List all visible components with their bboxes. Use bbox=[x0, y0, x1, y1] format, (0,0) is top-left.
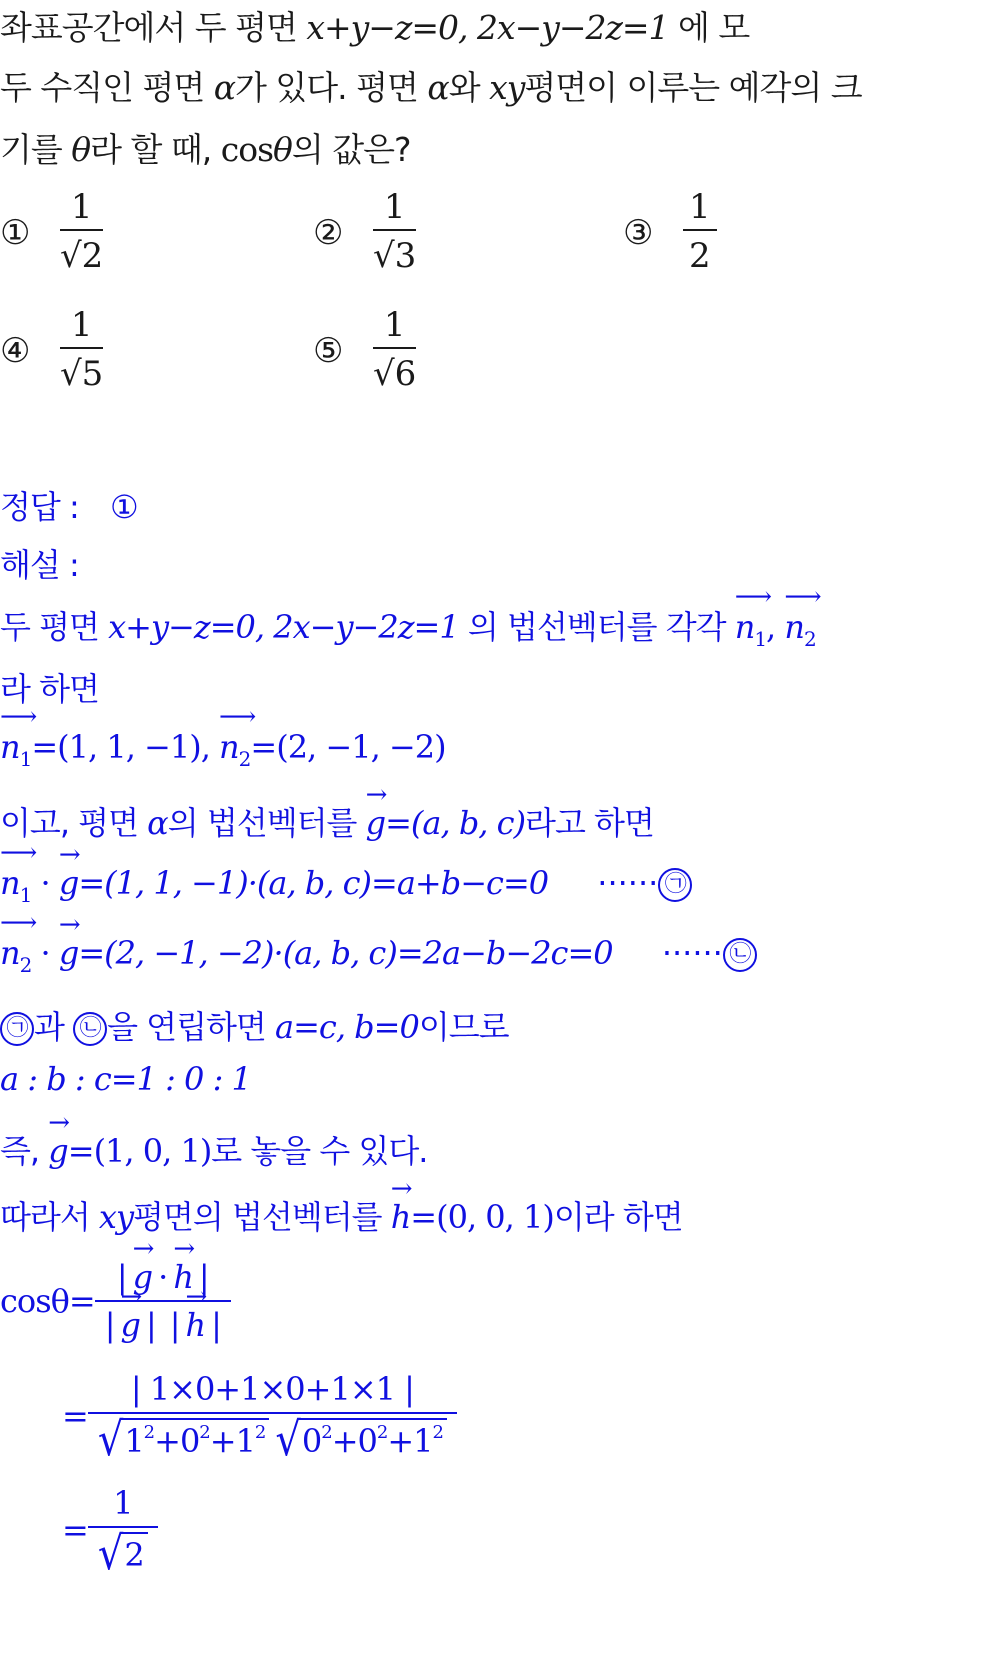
dots: ······ bbox=[597, 864, 659, 902]
explanation-text: 라고 하면 bbox=[525, 804, 654, 842]
plane-equation-2: 2x−y−2z=1 bbox=[476, 8, 669, 47]
choice-fraction bbox=[60, 303, 103, 399]
fraction-numerator: 1 bbox=[70, 187, 93, 227]
choice-number: ① bbox=[0, 213, 31, 253]
explanation-line-9 bbox=[0, 1126, 427, 1172]
question-line-1 bbox=[0, 2, 749, 49]
fraction-denominator: 2 bbox=[689, 236, 711, 276]
step2-denominator: √ $1^2+0^2+1^2$ √ $0^2+0^2+1^2$ bbox=[88, 1414, 457, 1466]
choice-number: ④ bbox=[0, 331, 31, 371]
vector-n1: ⟶ $n_1$ bbox=[0, 864, 31, 907]
equation-mark-1: ㉠ bbox=[658, 868, 692, 902]
vector-g: → g bbox=[366, 804, 385, 842]
explanation-text: 두 평면 bbox=[0, 608, 99, 646]
abs-bar: | bbox=[198, 1258, 209, 1296]
choice-fraction bbox=[60, 185, 103, 281]
choice-5[interactable] bbox=[313, 303, 416, 399]
choice-number: ③ bbox=[623, 213, 654, 253]
answer-line bbox=[0, 482, 138, 528]
vector-n2: ⟶ $n_2$ bbox=[0, 934, 31, 977]
vector-g: → g bbox=[59, 864, 78, 902]
choice-2[interactable] bbox=[313, 185, 416, 281]
equation-mark-2: ㉡ bbox=[73, 1012, 107, 1046]
choice-number: ⑤ bbox=[313, 331, 344, 371]
cos-formula bbox=[0, 1254, 231, 1348]
fraction-numerator: 1 bbox=[689, 187, 711, 227]
equation-mark-1: ㉠ bbox=[0, 1012, 34, 1046]
vector-value: =(0, 0, 1) bbox=[410, 1198, 554, 1236]
dots: ······ bbox=[661, 934, 723, 972]
vector-value: =(1, 1, −1), bbox=[31, 728, 210, 766]
fraction-numerator: 1 bbox=[70, 305, 93, 345]
explanation-text: 로 놓을 수 있다. bbox=[211, 1132, 428, 1170]
question-text: 가 있다. 평면 bbox=[235, 68, 418, 107]
explanation-text: 즉, bbox=[0, 1132, 40, 1170]
question-text: 두 수직인 평면 bbox=[0, 68, 205, 107]
vector-g: → g bbox=[133, 1258, 152, 1296]
vector-n1: ⟶ $n_1$ bbox=[735, 608, 766, 651]
step3-fraction bbox=[88, 1480, 158, 1580]
dot-product-equation: =(1, 1, −1)·(a, b, c)=a+b−c=0 bbox=[78, 864, 549, 902]
explanation-text: 을 연립하면 bbox=[107, 1008, 266, 1046]
step3-numerator: 1 bbox=[113, 1484, 133, 1522]
choice-fraction bbox=[683, 185, 717, 281]
question-text: 좌표공간에서 두 평면 bbox=[0, 8, 297, 47]
vector-n2: ⟶ $n_2$ bbox=[219, 728, 250, 771]
vector-value: =(a, b, c) bbox=[385, 804, 526, 842]
vector-g: → g bbox=[48, 1132, 67, 1170]
vector-h: → h bbox=[391, 1198, 411, 1236]
cos-fraction-denominator: | → g | | → h | bbox=[95, 1302, 231, 1348]
choice-3[interactable] bbox=[623, 185, 717, 281]
xy-symbol: xy bbox=[98, 1198, 134, 1236]
vector-g: → g bbox=[59, 934, 78, 972]
alpha-symbol: α bbox=[213, 68, 236, 107]
dot-product-equation: =(2, −1, −2)·(a, b, c)=2a−b−2c=0 bbox=[78, 934, 613, 972]
explanation-text: 이고, 평면 bbox=[0, 804, 138, 842]
question-text: 평면이 이루는 예각의 크 bbox=[524, 68, 862, 107]
explanation-label bbox=[0, 540, 79, 586]
vector-g: → g bbox=[120, 1306, 139, 1344]
vector-n2: ⟶ $n_2$ bbox=[784, 608, 815, 651]
alpha-symbol: α bbox=[147, 804, 168, 842]
ratio: a : b : c=1 : 0 : 1 bbox=[0, 1060, 251, 1098]
cos-fraction-numerator: | → g · → h | bbox=[107, 1254, 219, 1300]
cos-step-3 bbox=[62, 1480, 158, 1580]
explanation-text: 의 법선벡터를 bbox=[167, 804, 357, 842]
explanation-text: 평면의 법선벡터를 bbox=[133, 1198, 382, 1236]
vector-n1: ⟶ $n_1$ bbox=[0, 728, 31, 771]
vector-value: =(1, 0, 1) bbox=[67, 1132, 212, 1170]
vector-value: =(2, −1, −2) bbox=[250, 728, 446, 766]
question-text: 라 할 때, bbox=[90, 130, 212, 169]
solution-values: a=c, b=0 bbox=[275, 1008, 419, 1046]
explanation-text: 따라서 bbox=[0, 1198, 90, 1236]
explanation-line-6: ⟶ $n_2$ · → g=(2, −1, −2)·(a, b, c)=2a−b−2c=0 ······ ㉡ bbox=[0, 934, 757, 977]
xy-symbol: xy bbox=[489, 68, 525, 107]
theta-symbol: θ bbox=[71, 130, 91, 169]
cos-step-2 bbox=[62, 1366, 457, 1466]
explanation-text: 라 하면 bbox=[0, 670, 99, 708]
explanation-line-3 bbox=[0, 728, 446, 771]
question-text: 와 bbox=[448, 68, 480, 107]
explanation-line-8 bbox=[0, 1060, 251, 1098]
choice-number: ② bbox=[313, 213, 344, 253]
choice-fraction bbox=[373, 185, 416, 281]
question-line-3 bbox=[0, 124, 411, 171]
equals-sign: = bbox=[62, 1511, 88, 1549]
abs-bar: | bbox=[116, 1258, 127, 1296]
explanation-text: 이므로 bbox=[418, 1008, 509, 1046]
explanation-line-1: 두 평면 x+y−z=0, 2x−y−2z=1 의 법선벡터를 각각 ⟶ $n_1$, ⟶ $n_2$ bbox=[0, 602, 816, 651]
explanation-text: 과 bbox=[34, 1008, 64, 1046]
fraction-denominator: √2 bbox=[60, 236, 104, 276]
cos-fraction bbox=[95, 1254, 231, 1348]
answer-label: 정답 : bbox=[0, 488, 79, 526]
explanation-text: 이라 하면 bbox=[553, 1198, 683, 1236]
cos-symbol: cos bbox=[220, 130, 274, 169]
radicand: 2 bbox=[122, 1532, 147, 1576]
fraction-denominator: √5 bbox=[60, 354, 104, 394]
choice-fraction bbox=[373, 303, 416, 399]
answer-value: ① bbox=[109, 488, 138, 526]
fraction-denominator: √6 bbox=[373, 354, 417, 394]
question-text: 에 모 bbox=[678, 8, 750, 47]
vector-h: → h bbox=[186, 1306, 206, 1344]
fraction-numerator: 1 bbox=[383, 305, 406, 345]
step3-denominator: √ 2 bbox=[88, 1528, 158, 1580]
explanation-line-7 bbox=[0, 1002, 509, 1048]
plane-equation-1: x+y−z=0, bbox=[306, 8, 468, 47]
explanation-text: 의 법선벡터를 각각 bbox=[467, 608, 726, 646]
question-line-2 bbox=[0, 62, 862, 109]
fraction-denominator: √3 bbox=[373, 236, 417, 276]
alpha-symbol: α bbox=[427, 68, 449, 107]
equals-sign: = bbox=[62, 1397, 88, 1435]
fraction-numerator: 1 bbox=[383, 187, 406, 227]
cos-label: cosθ= bbox=[0, 1282, 95, 1320]
choice-4[interactable] bbox=[0, 303, 103, 399]
step2-numerator: | 1×0+1×0+1×1 | bbox=[130, 1370, 414, 1408]
question-text: 기를 bbox=[0, 130, 62, 169]
explanation-line-4 bbox=[0, 798, 654, 844]
choice-1[interactable] bbox=[0, 185, 103, 281]
theta-symbol: θ bbox=[273, 130, 292, 169]
plane-equations: x+y−z=0, 2x−y−2z=1 bbox=[108, 608, 459, 646]
explanation-line-10 bbox=[0, 1192, 683, 1238]
explanation-line-5: ⟶ $n_1$ · → g=(1, 1, −1)·(a, b, c)=a+b−c=0 ······ ㉠ bbox=[0, 864, 692, 907]
vector-h: → h bbox=[173, 1258, 193, 1296]
explanation-label-text: 해설 : bbox=[0, 546, 79, 584]
equation-mark-2: ㉡ bbox=[723, 938, 757, 972]
step2-fraction bbox=[88, 1366, 457, 1466]
question-text: 의 값은? bbox=[291, 130, 411, 169]
